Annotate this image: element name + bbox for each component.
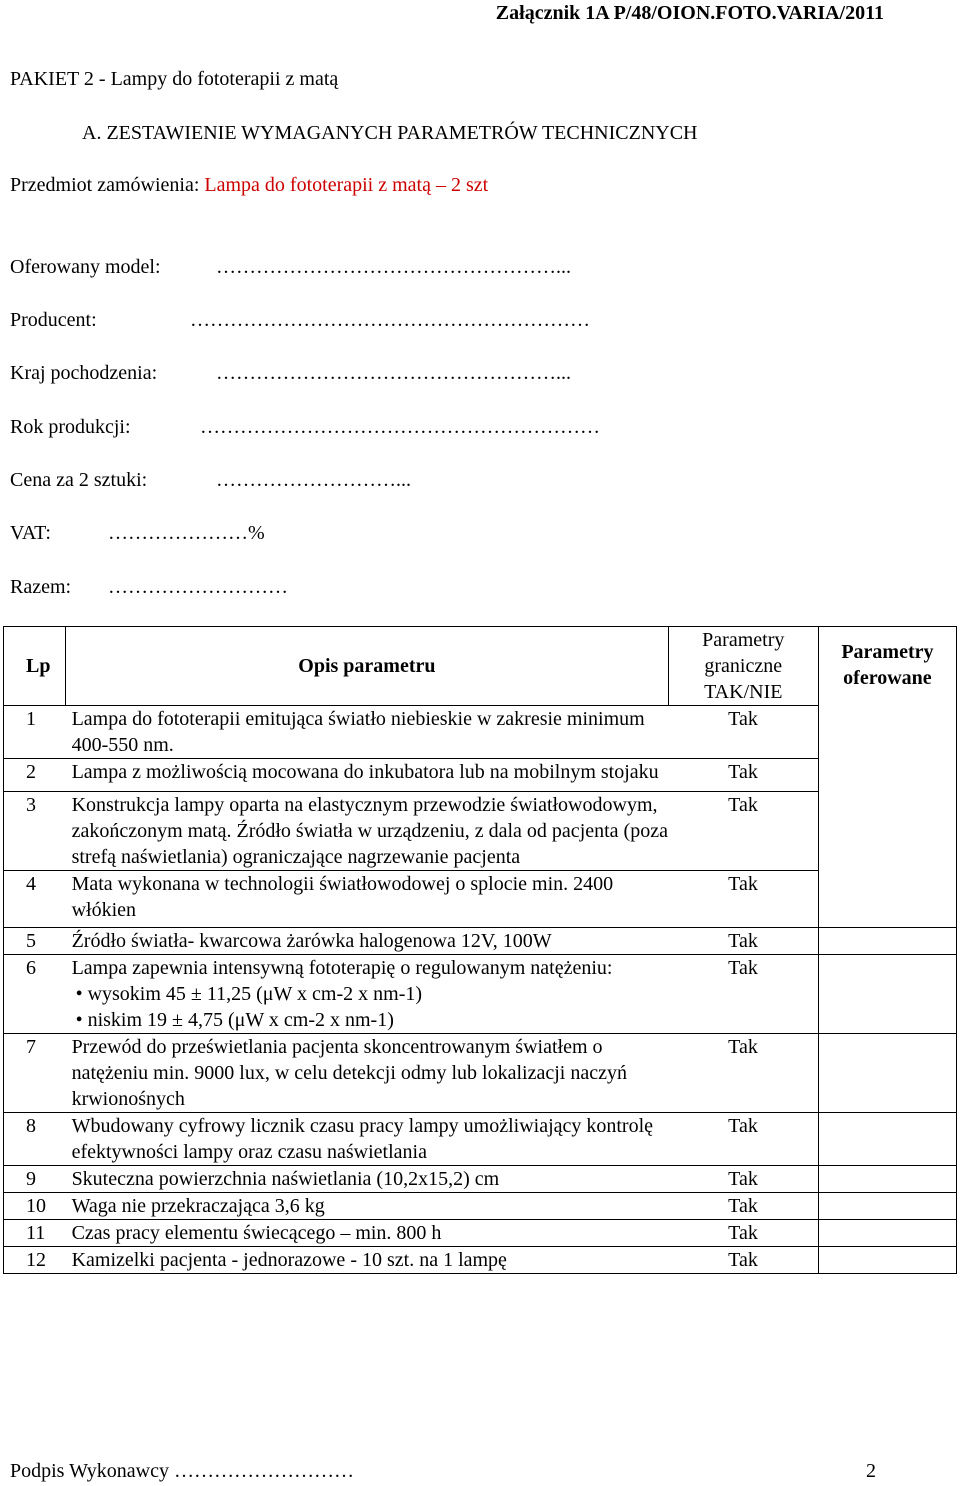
field-producer-dots[interactable]: …………………………………………………… [190, 309, 590, 331]
package-title: PAKIET 2 - Lampy do fototerapii z matą [10, 68, 339, 90]
row-number: 10 [4, 1193, 66, 1220]
row-limit-value: Tak [668, 871, 818, 928]
header-limit-line-2: graniczne [704, 655, 783, 677]
row-offered-value[interactable] [818, 1166, 956, 1193]
field-price-dots[interactable]: ………………………... [216, 469, 411, 491]
row-description: Kamizelki pacjenta - jednorazowe - 10 szt. na 1 lampę [66, 1247, 669, 1274]
row-description: Skuteczna powierzchnia naświetlania (10,2x15,2) cm [66, 1166, 669, 1193]
row-number: 8 [4, 1113, 66, 1166]
row-limit-value: Tak [668, 1220, 818, 1247]
row-limit-value: Tak [668, 955, 818, 1034]
field-price[interactable] [10, 469, 411, 495]
row-description: Wbudowany cyfrowy licznik czasu pracy lampy umożliwiający kontrolę efektywności lampy oraz czasu naświetlania [66, 1113, 669, 1166]
table-row [4, 1220, 957, 1247]
row-offered-value[interactable] [818, 1220, 956, 1247]
row-number: 5 [4, 928, 66, 955]
row-limit-value: Tak [668, 792, 818, 871]
field-country[interactable] [10, 362, 571, 388]
footer [10, 1460, 876, 1483]
row-limit-value: Tak [668, 1034, 818, 1113]
row-description [66, 955, 669, 1034]
field-year-label: Rok produkcji: [10, 416, 131, 438]
signature-line[interactable]: Podpis Wykonawcy ……………………… [10, 1460, 354, 1482]
row-limit-value: Tak [668, 1193, 818, 1220]
header-limit-params [668, 627, 818, 706]
row-description: Lampa z możliwością mocowana do inkubatora lub na mobilnym stojaku [66, 759, 669, 792]
field-producer-label: Producent: [10, 309, 97, 331]
row-number: 7 [4, 1034, 66, 1113]
page-number: 2 [866, 1460, 876, 1482]
header-offered-line-2: oferowane [843, 667, 932, 689]
table-row [4, 1247, 957, 1274]
field-vat-dots[interactable]: …………………% [108, 522, 265, 544]
row-limit-value: Tak [668, 706, 818, 759]
field-year-dots[interactable]: …………………………………………………… [200, 416, 600, 438]
row-number: 3 [4, 792, 66, 871]
row-number: 12 [4, 1247, 66, 1274]
header-limit-line-3: TAK/NIE [704, 681, 783, 703]
row-number: 2 [4, 759, 66, 792]
row-offered-value[interactable] [818, 1193, 956, 1220]
annex-reference: Załącznik 1A P/48/OION.FOTO.VARIA/2011 [495, 2, 884, 24]
field-model[interactable] [10, 256, 571, 282]
row-description: Lampa do fototerapii emitująca światło niebieskie w zakresie minimum 400-550 nm. [66, 706, 669, 759]
table-row [4, 792, 957, 871]
section-title: A. ZESTAWIENIE WYMAGANYCH PARAMETRÓW TECHNICZNYCH [82, 122, 698, 144]
row-offered-value[interactable] [818, 1113, 956, 1166]
row-description: Konstrukcja lampy oparta na elastycznym przewodzie światłowodowym, zakończonym matą. Źródło światła w urządzeniu, z dala od pacjenta (poza strefą naświetlania) ograniczające nagrzewanie pacjenta [66, 792, 669, 871]
row-offered-value[interactable] [818, 955, 956, 1034]
row-bullet-low: • niskim 19 ± 4,75 (μW x cm-2 x nm-1) [75, 1009, 394, 1031]
header-description: Opis parametru [66, 627, 669, 706]
row-limit-value: Tak [668, 1247, 818, 1274]
row-bullet-high: • wysokim 45 ± 11,25 (μW x cm-2 x nm-1) [75, 983, 423, 1005]
subject-label: Przedmiot zamówienia: [10, 174, 200, 196]
header-offered-params [818, 627, 956, 928]
header-offered-line-1: Parametry [841, 641, 934, 663]
row-description-text: Lampa zapewnia intensywną fototerapię o regulowanym natężeniu: [71, 957, 613, 979]
row-limit-value: Tak [668, 928, 818, 955]
subject-value: Lampa do fototerapii z matą – 2 szt [204, 174, 489, 196]
field-year[interactable] [10, 416, 600, 442]
field-vat-label: VAT: [10, 522, 51, 544]
table-row [4, 955, 957, 1034]
row-description: Źródło światła- kwarcowa żarówka halogenowa 12V, 100W [66, 928, 669, 955]
row-description: Przewód do prześwietlania pacjenta skoncentrowanym światłem o natężeniu min. 9000 lux, w celu detekcji odmy lub lokalizacji naczyń krwionośnych [66, 1034, 669, 1113]
row-offered-value[interactable] [818, 1034, 956, 1113]
table-row [4, 1193, 957, 1220]
row-number: 9 [4, 1166, 66, 1193]
table-row [4, 759, 957, 792]
table-row [4, 706, 957, 759]
row-number: 4 [4, 871, 66, 928]
row-limit-value: Tak [668, 1113, 818, 1166]
row-number: 6 [4, 955, 66, 1034]
field-country-label: Kraj pochodzenia: [10, 362, 158, 384]
row-description: Czas pracy elementu świecącego – min. 800 h [66, 1220, 669, 1247]
field-model-label: Oferowany model: [10, 256, 161, 278]
field-country-dots[interactable]: ……………………………………………... [216, 362, 571, 384]
table-row [4, 1113, 957, 1166]
field-total[interactable] [10, 576, 288, 602]
row-description: Mata wykonana w technologii światłowodowej o splocie min. 2400 włókien [66, 871, 669, 928]
table-header-row [4, 627, 957, 706]
row-number: 1 [4, 706, 66, 759]
row-offered-value[interactable] [818, 1247, 956, 1274]
header-lp: Lp [4, 627, 66, 706]
table-row [4, 1034, 957, 1113]
parameters-table [3, 626, 957, 1274]
field-producer[interactable] [10, 309, 590, 335]
subject-line [10, 174, 488, 197]
field-total-label: Razem: [10, 576, 72, 598]
row-number: 11 [4, 1220, 66, 1247]
row-limit-value: Tak [668, 1166, 818, 1193]
table-row [4, 928, 957, 955]
field-total-dots[interactable]: ……………………… [108, 576, 288, 598]
field-vat[interactable] [10, 522, 265, 548]
field-model-dots[interactable]: ……………………………………………... [216, 256, 571, 278]
row-description: Waga nie przekraczająca 3,6 kg [66, 1193, 669, 1220]
field-price-label: Cena za 2 sztuki: [10, 469, 148, 491]
header-limit-line-1: Parametry [702, 629, 785, 651]
table-row [4, 871, 957, 928]
row-offered-value[interactable] [818, 928, 956, 955]
table-row [4, 1166, 957, 1193]
row-limit-value: Tak [668, 759, 818, 792]
